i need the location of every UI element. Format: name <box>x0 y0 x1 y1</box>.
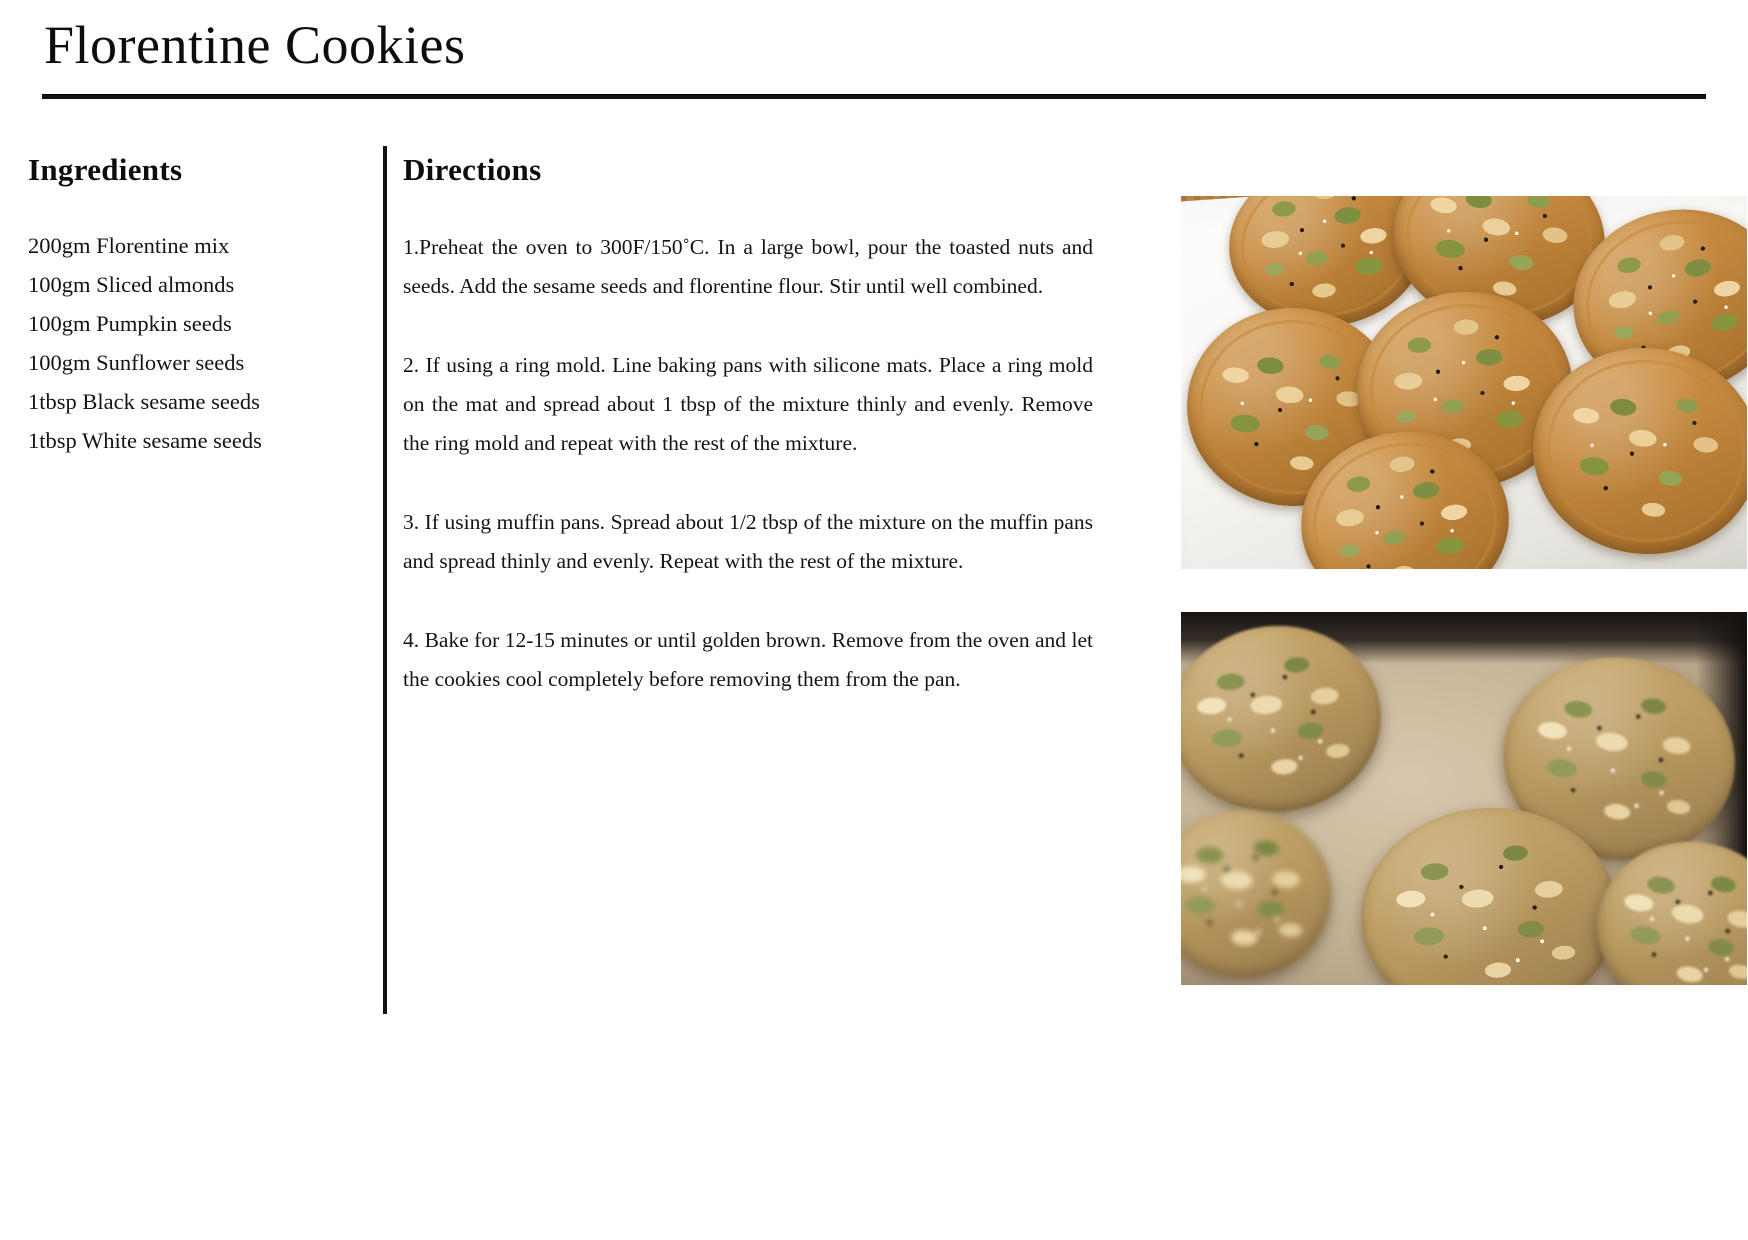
page-header <box>42 15 1706 99</box>
ingredient-item: 100gm Sunflower seeds <box>28 350 245 375</box>
title-divider-rule <box>42 94 1706 99</box>
ingredient-item: 100gm Pumpkin seeds <box>28 311 232 336</box>
ingredients-section <box>28 152 398 460</box>
photo-florentine-cookies-on-white-plate <box>1181 196 1747 569</box>
column-divider-rule <box>383 146 387 1014</box>
ingredient-item: 1tbsp White sesame seeds <box>28 428 262 453</box>
ingredient-item: 100gm Sliced almonds <box>28 272 235 297</box>
ingredients-heading: Ingredients <box>28 152 183 187</box>
photo-gallery <box>1141 180 1707 1001</box>
direction-step: 4. Bake for 12-15 minutes or until golden brown. Remove from the oven and let the cookies cool completely before removing them from the pan. <box>403 628 1093 691</box>
photo-florentine-cookies-on-parchment <box>1181 612 1747 985</box>
ingredients-list <box>28 226 398 460</box>
directions-heading: Directions <box>403 152 542 187</box>
direction-step: 1.Preheat the oven to 300F/150˚C. In a large bowl, pour the toasted nuts and seeds. Add the sesame seeds and florentine flour. Stir until well combined. <box>403 235 1093 298</box>
directions-section <box>403 152 1093 699</box>
direction-step: 3. If using muffin pans. Spread about 1/2 tbsp of the mixture on the muffin pans and spread thinly and evenly. Repeat with the rest of the mixture. <box>403 510 1093 573</box>
page-title: Florentine Cookies <box>44 15 466 75</box>
direction-step: 2. If using a ring mold. Line baking pans with silicone mats. Place a ring mold on the mat and spread about 1 tbsp of the mixture thinly and evenly. Remove the ring mold and repeat with the rest of the mixture. <box>403 353 1093 455</box>
ingredient-item: 200gm Florentine mix <box>28 233 230 258</box>
ingredient-item: 1tbsp Black sesame seeds <box>28 389 260 414</box>
